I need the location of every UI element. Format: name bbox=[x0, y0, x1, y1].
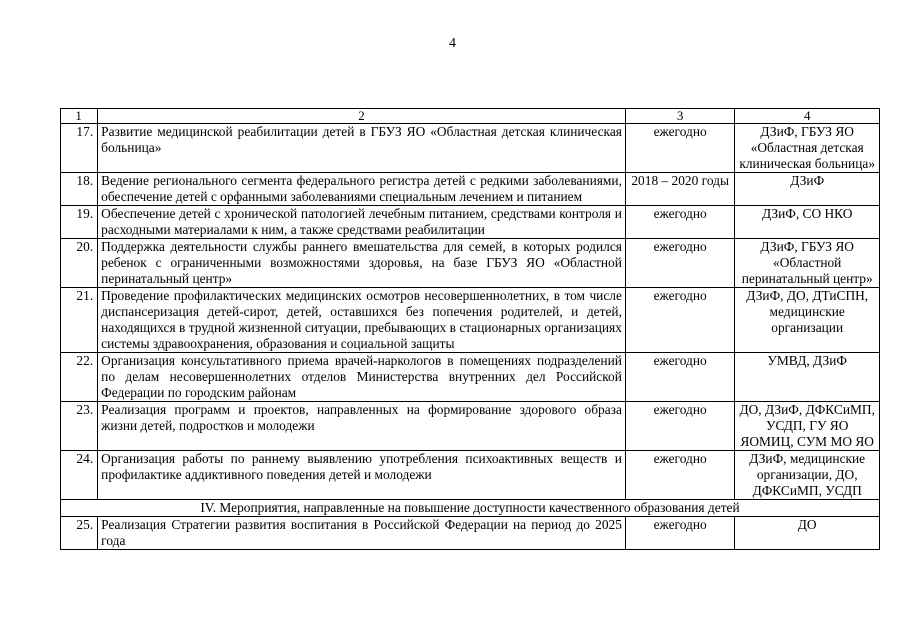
row-term: ежегодно bbox=[625, 124, 734, 173]
row-task: Реализация программ и проектов, направленных на формирование здорового образа жизни детей, подростков и молодежи bbox=[98, 402, 626, 451]
header-col-3: 3 bbox=[625, 109, 734, 124]
row-responsible: ДЗиФ, ГБУЗ ЯО «Областной перинатальный центр» bbox=[735, 239, 880, 288]
header-col-1: 1 bbox=[61, 109, 98, 124]
row-number: 24. bbox=[61, 451, 98, 500]
table-row bbox=[61, 353, 880, 402]
section-header-row bbox=[61, 500, 880, 517]
row-number: 20. bbox=[61, 239, 98, 288]
section-title: IV. Мероприятия, направленные на повышение доступности качественного образования детей bbox=[61, 500, 880, 517]
table-row bbox=[61, 206, 880, 239]
table-row bbox=[61, 124, 880, 173]
header-col-2: 2 bbox=[98, 109, 626, 124]
row-responsible: ДЗиФ, СО НКО bbox=[735, 206, 880, 239]
row-responsible: ДЗиФ, ДО, ДТиСПН, медицинские организации bbox=[735, 288, 880, 353]
header-col-4: 4 bbox=[735, 109, 880, 124]
row-number: 22. bbox=[61, 353, 98, 402]
table-row bbox=[61, 517, 880, 550]
row-term: ежегодно bbox=[625, 353, 734, 402]
row-responsible: ДО bbox=[735, 517, 880, 550]
row-term: ежегодно bbox=[625, 288, 734, 353]
row-task: Организация консультативного приема врачей-наркологов в помещениях подразделений по делам несовершеннолетних отделов Министерства внутренних дел Российской Федерации по городским районам bbox=[98, 353, 626, 402]
row-task: Организация работы по раннему выявлению употребления психоактивных веществ и профилактике аддиктивного поведения детей и молодежи bbox=[98, 451, 626, 500]
row-task: Реализация Стратегии развития воспитания в Российской Федерации на период до 2025 года bbox=[98, 517, 626, 550]
table-row bbox=[61, 288, 880, 353]
row-number: 17. bbox=[61, 124, 98, 173]
row-task: Развитие медицинской реабилитации детей в ГБУЗ ЯО «Областная детская клиническая больница» bbox=[98, 124, 626, 173]
row-responsible: ДЗиФ, ГБУЗ ЯО «Областная детская клиническая больница» bbox=[735, 124, 880, 173]
row-responsible: ДЗиФ bbox=[735, 173, 880, 206]
row-term: ежегодно bbox=[625, 206, 734, 239]
row-number: 23. bbox=[61, 402, 98, 451]
row-responsible: УМВД, ДЗиФ bbox=[735, 353, 880, 402]
row-term: ежегодно bbox=[625, 239, 734, 288]
row-term: ежегодно bbox=[625, 402, 734, 451]
row-task: Ведение регионального сегмента федерального регистра детей с редкими заболеваниями, обеспечение детей с орфанными заболеваниями специальным лечением и питанием bbox=[98, 173, 626, 206]
table-header-row bbox=[61, 109, 880, 124]
row-term: ежегодно bbox=[625, 451, 734, 500]
row-number: 25. bbox=[61, 517, 98, 550]
row-number: 19. bbox=[61, 206, 98, 239]
row-term: 2018 – 2020 годы bbox=[625, 173, 734, 206]
row-term: ежегодно bbox=[625, 517, 734, 550]
table-row bbox=[61, 173, 880, 206]
row-number: 21. bbox=[61, 288, 98, 353]
row-responsible: ДЗиФ, медицинские организации, ДО, ДФКСиМП, УСДП bbox=[735, 451, 880, 500]
table-row bbox=[61, 239, 880, 288]
table-row bbox=[61, 402, 880, 451]
row-task: Проведение профилактических медицинских осмотров несовершеннолетних, в том числе диспансеризация детей-сирот, детей, оставшихся без попечения родителей, и детей, находящихся в трудной жизненной ситуации, пребывающих в стационарных организациях системы здравоохранения, образования и социальной защиты bbox=[98, 288, 626, 353]
row-task: Обеспечение детей с хронической патологией лечебным питанием, средствами контроля и расходными материалами к ним, а также средствами реабилитации bbox=[98, 206, 626, 239]
page-number: 4 bbox=[449, 36, 456, 51]
row-responsible: ДО, ДЗиФ, ДФКСиМП, УСДП, ГУ ЯО ЯОМИЦ, СУМ МО ЯО bbox=[735, 402, 880, 451]
measures-table bbox=[60, 108, 880, 550]
table-row bbox=[61, 451, 880, 500]
row-task: Поддержка деятельности службы раннего вмешательства для семей, в которых родился ребенок с ограниченными возможностями здоровья, на базе ГБУЗ ЯО «Областной перинатальный центр» bbox=[98, 239, 626, 288]
row-number: 18. bbox=[61, 173, 98, 206]
